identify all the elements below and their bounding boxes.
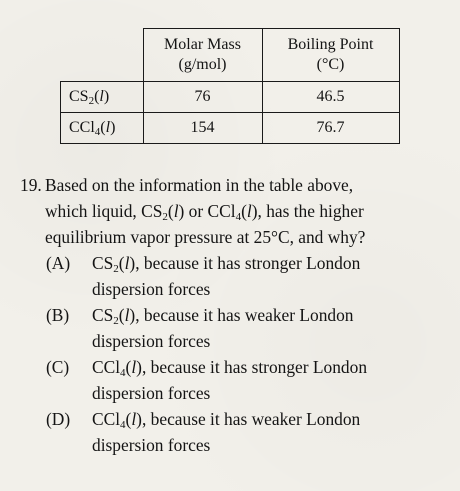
state-symbol: l — [124, 305, 130, 325]
table-row — [61, 82, 400, 113]
option-text: ), because it has stronger London — [129, 253, 361, 273]
stem-line-1: Based on the information in the table above, — [45, 175, 354, 195]
row-label-ccl4: CCl$_4$(l) — [61, 113, 144, 144]
header-molar-mass — [143, 29, 262, 82]
option-letter: (C) — [46, 357, 70, 377]
state-symbol: l — [99, 88, 104, 105]
header-molar-mass-line1: Molar Mass — [164, 36, 241, 53]
option-text-cont: dispersion forces — [92, 383, 211, 403]
formula-subscript: 2 — [113, 263, 119, 275]
formula-main: CCl — [92, 357, 121, 377]
stem-text: ( — [167, 201, 174, 221]
formula-subscript: 2 — [162, 211, 168, 223]
option-text-cont: dispersion forces — [92, 279, 211, 299]
state-symbol: l — [173, 201, 179, 221]
state-symbol: l — [131, 357, 137, 377]
option-letter: (A) — [46, 253, 71, 273]
stem-text: ) or CCl — [178, 201, 236, 221]
option-letter: (D) — [46, 409, 71, 429]
table-row — [61, 113, 400, 144]
cell-boiling-point: 46.5 — [262, 82, 399, 113]
cell-boiling-point: 76.7 — [262, 113, 399, 144]
row-label-cs2: $CS_2(l)$ — [61, 82, 144, 113]
header-boiling-point-line2: (°C) — [316, 56, 345, 73]
answer-options — [20, 250, 452, 458]
question-number: 19. — [20, 175, 42, 195]
formula-subscript: 4 — [120, 367, 126, 379]
state-symbol: l — [124, 253, 130, 273]
formula-subscript: 2 — [113, 315, 119, 327]
question-stem — [45, 172, 452, 250]
option-d[interactable]: (D) CCl$_4$(l), because it has weaker London dispersion forces — [20, 406, 452, 458]
data-table — [60, 28, 400, 144]
table-corner-cell — [61, 29, 144, 82]
question-block — [20, 172, 452, 458]
stem-line-2 — [45, 198, 452, 224]
formula-main: CCl — [92, 409, 121, 429]
option-c[interactable]: (C) CCl$_4$(l), because it has stronger London dispersion forces — [20, 354, 452, 406]
option-text: ), because it has weaker London — [129, 305, 354, 325]
option-text-cont: dispersion forces — [92, 435, 211, 455]
formula-subscript: 4 — [94, 126, 101, 138]
formula-subscript: 2 — [88, 95, 95, 107]
option-letter: (B) — [46, 305, 70, 325]
state-symbol: l — [246, 201, 252, 221]
formula-main: CS — [92, 253, 114, 273]
option-text-cont: dispersion forces — [92, 331, 211, 351]
option-a[interactable]: (A) $CS_2(l)$, because it has stronger London dispersion forces — [20, 250, 452, 302]
option-text: ), because it has weaker London — [136, 409, 361, 429]
formula-main: CS — [92, 305, 114, 325]
stem-line-3: equilibrium vapor pressure at 25°C, and why? — [45, 227, 366, 247]
state-symbol: l — [105, 119, 111, 136]
formula-main: CCl — [69, 119, 95, 136]
cell-molar-mass: 76 — [143, 82, 262, 113]
header-boiling-point — [262, 29, 399, 82]
stem-text: ), has the higher — [251, 201, 364, 221]
cell-molar-mass: 154 — [143, 113, 262, 144]
formula-subscript: 4 — [120, 419, 126, 431]
formula-subscript: 4 — [235, 211, 242, 223]
option-text: ), because it has stronger London — [136, 357, 368, 377]
stem-text: ( — [241, 201, 247, 221]
stem-text: which liquid, CS — [45, 201, 163, 221]
option-b[interactable]: (B) $CS_2(l)$, because it has weaker London dispersion forces — [20, 302, 452, 354]
header-boiling-point-line1: Boiling Point — [287, 36, 374, 53]
table-header-row — [61, 29, 400, 82]
header-molar-mass-line2: (g/mol) — [178, 56, 227, 73]
state-symbol: l — [131, 409, 137, 429]
formula-main: CS — [69, 88, 89, 105]
